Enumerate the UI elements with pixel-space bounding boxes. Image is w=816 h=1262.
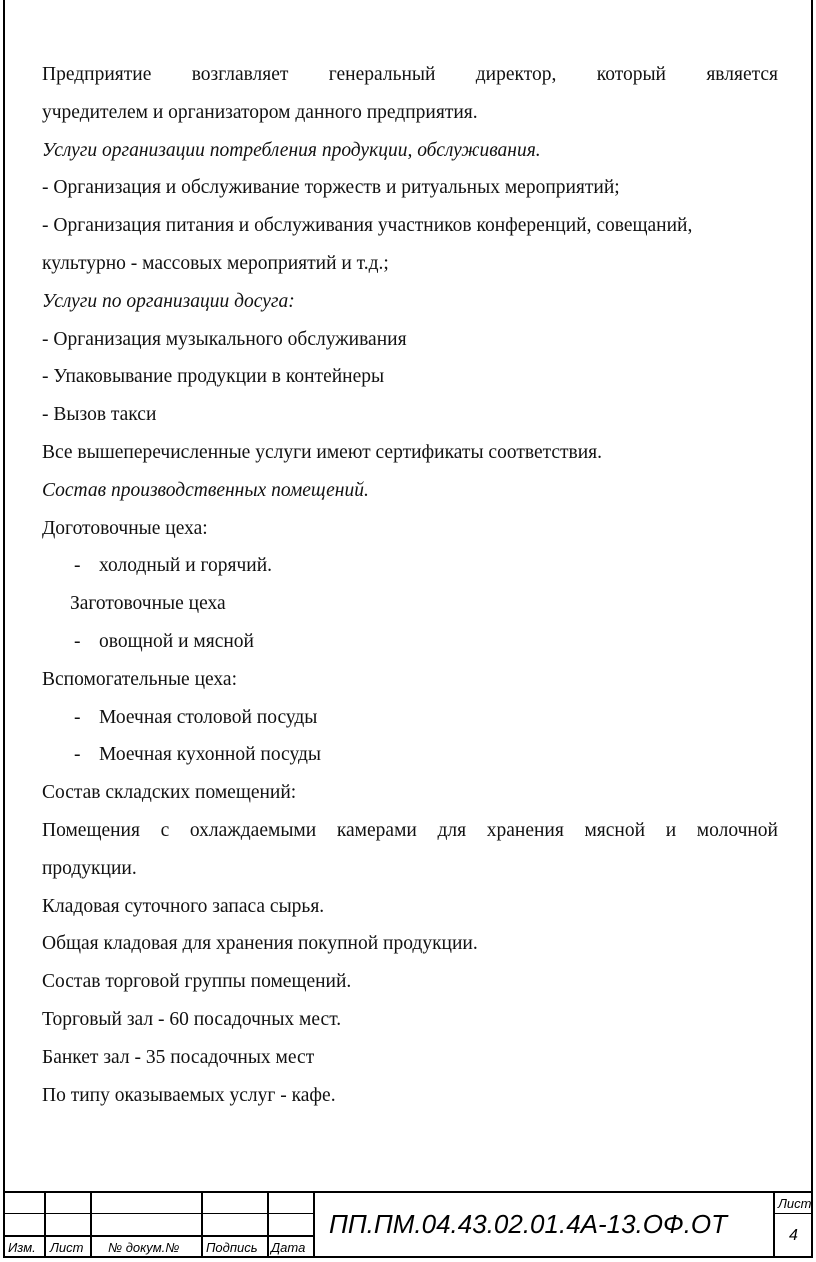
text-line: Состав складских помещений:: [42, 782, 297, 804]
list-item: [42, 547, 778, 585]
stamp-col-line: [90, 1191, 92, 1258]
sheet-number: 4: [789, 1227, 798, 1244]
text-line: Заготовочные цеха: [70, 593, 226, 615]
stamp-col-date: Дата: [271, 1240, 306, 1255]
stamp-col-list: Лист: [50, 1240, 84, 1255]
text-line: культурно - массовых мероприятий и т.д.;: [42, 252, 389, 274]
text-line: Банкет зал - 35 посадочных мест: [42, 1046, 315, 1068]
title-block-stamp: [3, 1191, 813, 1258]
text-line: - Организация музыкального обслуживания: [42, 328, 407, 350]
stamp-row-line: [773, 1213, 813, 1214]
list-item-text: Моечная кухонной посуды: [99, 744, 322, 766]
stamp-col-line: [267, 1191, 269, 1258]
list-dash: -: [74, 630, 81, 652]
text-line: - Вызов такси: [42, 404, 157, 426]
document-body: [42, 56, 778, 1114]
list-item-text: Моечная столовой посуды: [99, 706, 318, 728]
list-dash: -: [74, 555, 81, 577]
text-line: Помещения с охлаждаемыми камерами для хранения мясной и молочной: [42, 819, 778, 841]
list-item-text: овощной и мясной: [99, 630, 254, 652]
text-line: Торговый зал - 60 посадочных мест.: [42, 1008, 342, 1030]
list-dash: -: [74, 744, 81, 766]
list-item-text: холодный и горячий.: [99, 555, 273, 577]
stamp-col-line: [313, 1191, 315, 1258]
stamp-col-line: [201, 1191, 203, 1258]
stamp-top-border: [3, 1191, 813, 1193]
text-line: - Организация и обслуживание торжеств и ритуальных мероприятий;: [42, 177, 620, 199]
list-item: [42, 699, 778, 737]
text-line: Все вышеперечисленные услуги имеют сертификаты соответствия.: [42, 441, 603, 463]
list-dash: -: [74, 706, 81, 728]
list-item: [42, 623, 778, 661]
sheet-label: Лист: [778, 1196, 812, 1211]
stamp-col-line: [44, 1191, 46, 1258]
text-line: По типу оказываемых услуг - кафе.: [42, 1084, 336, 1106]
text-line: учредителем и организатором данного предприятия.: [42, 101, 478, 123]
text-line: Состав торговой группы помещений.: [42, 971, 352, 993]
document-code: ПП.ПМ.04.43.02.01.4А-13.ОФ.ОТ: [329, 1209, 728, 1239]
stamp-col-sign: Подпись: [206, 1240, 258, 1255]
stamp-col-izm: Изм.: [8, 1240, 36, 1255]
stamp-col-doc: № докум.№: [108, 1240, 180, 1255]
text-line: Услуги организации потребления продукции, обслуживания.: [42, 139, 541, 161]
text-line: Состав производственных помещений.: [42, 479, 369, 501]
text-line: Предприятие возглавляет генеральный директор, который является: [42, 64, 778, 85]
stamp-col-line: [773, 1191, 775, 1258]
list-item: [42, 736, 778, 774]
text-line: Доготовочные цеха:: [42, 517, 208, 539]
text-line: - Организация питания и обслуживания участников конференций, совещаний,: [42, 215, 693, 237]
text-line: Кладовая суточного запаса сырья.: [42, 895, 325, 917]
text-line: Услуги по организации досуга:: [42, 290, 295, 312]
text-line: Общая кладовая для хранения покупной продукции.: [42, 933, 478, 955]
text-line: продукции.: [42, 857, 137, 879]
text-line: Вспомогательные цеха:: [42, 668, 237, 690]
text-line: - Упаковывание продукции в контейнеры: [42, 366, 385, 388]
